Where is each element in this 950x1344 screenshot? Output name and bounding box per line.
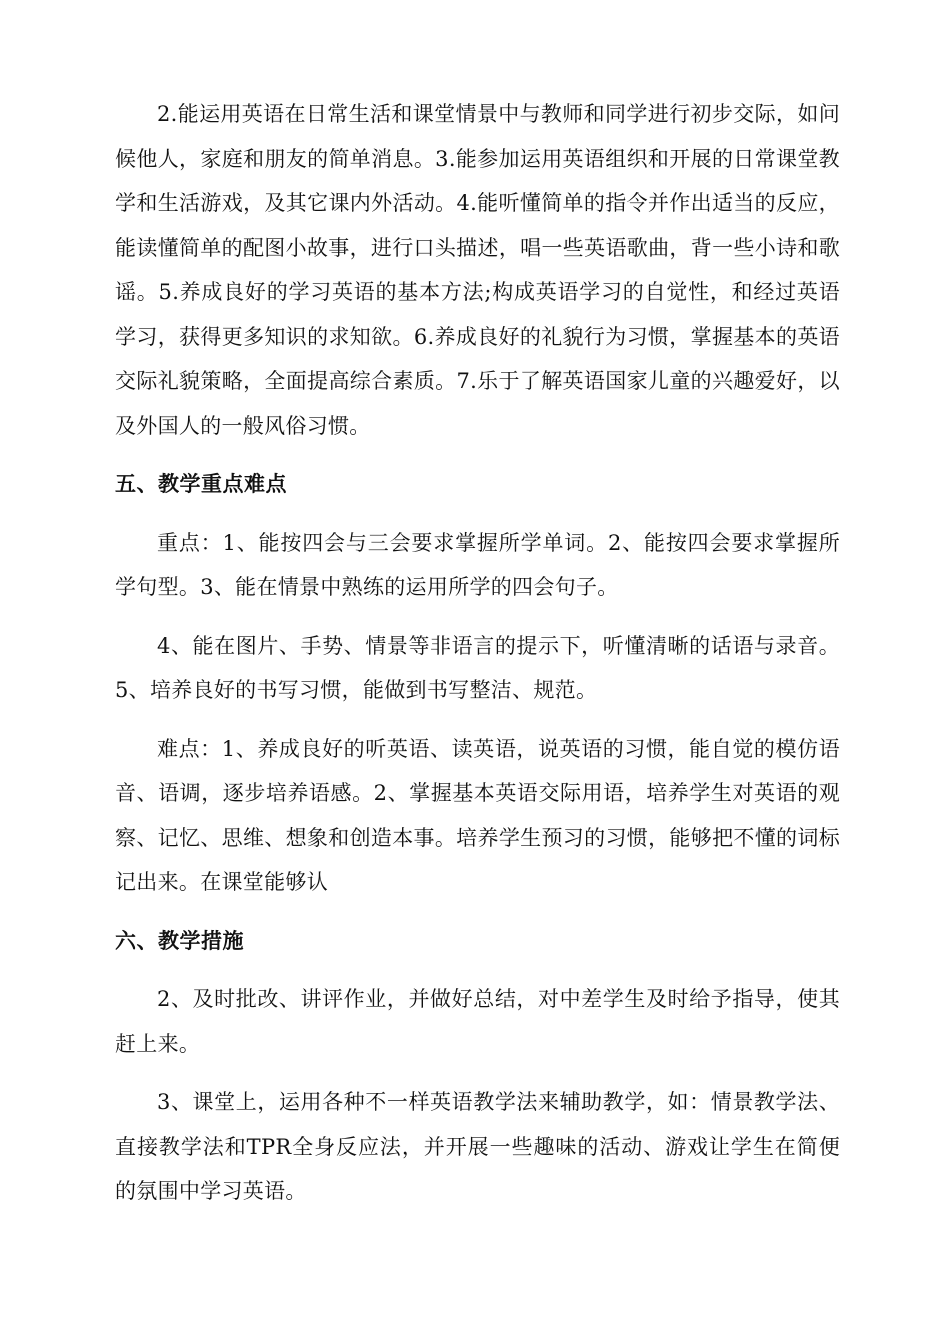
section-heading-5: 五、教学重点难点 xyxy=(115,472,287,496)
paragraph-measure-2: 2、及时批改、讲评作业，并做好总结，对中差学生及时给予指导，使其赶上来。 xyxy=(115,987,840,1056)
spacer xyxy=(115,448,840,462)
document-body xyxy=(115,92,840,1214)
paragraph-measure-3: 3、课堂上，运用各种不一样英语教学法来辅助教学，如：情景教学法、直接教学法和TPR全身反应法，并开展一些趣味的活动、游戏让学生在简便的氛围中学习英语。 xyxy=(115,1090,840,1203)
paragraph-key-points-2: 4、能在图片、手势、情景等非语言的提示下，听懂清晰的话语与录音。5、培养良好的书写习惯，能做到书写整洁、规范。 xyxy=(115,633,840,702)
paragraph-difficult-points: 难点：1、养成良好的听英语、读英语，说英语的习惯，能自觉的模仿语音、语调，逐步培养语感。2、掌握基本英语交际用语，培养学生对英语的观察、记忆、思维、想象和创造本事。培养学生预习的习惯，能够把不懂的词标记出来。在课堂能够认 xyxy=(115,736,840,894)
paragraph-goals: 2.能运用英语在日常生活和课堂情景中与教师和同学进行初步交际，如问候他人，家庭和朋友的简单消息。3.能参加运用英语组织和开展的日常课堂教学和生活游戏，及其它课内外活动。4.能听懂简单的指令并作出适当的反应，能读懂简单的配图小故事，进行口头描述，唱一些英语歌曲，背一些小诗和歌谣。5.养成良好的学习英语的基本方法;构成英语学习的自觉性，和经过英语学习，获得更多知识的求知欲。6.养成良好的礼貌行为习惯，掌握基本的英语交际礼貌策略，全面提高综合素质。7.乐于了解英语国家儿童的兴趣爱好，以及外国人的一般风俗习惯。 xyxy=(115,102,840,438)
paragraph-key-points-1: 重点：1、能按四会与三会要求掌握所学单词。2、能按四会要求掌握所学句型。3、能在情景中熟练的运用所学的四会句子。 xyxy=(115,530,840,599)
spacer xyxy=(115,1066,840,1080)
spacer xyxy=(115,905,840,919)
spacer xyxy=(115,610,840,624)
spacer xyxy=(115,713,840,727)
section-heading-6: 六、教学措施 xyxy=(115,928,244,953)
spacer xyxy=(115,507,840,521)
spacer xyxy=(115,963,840,977)
